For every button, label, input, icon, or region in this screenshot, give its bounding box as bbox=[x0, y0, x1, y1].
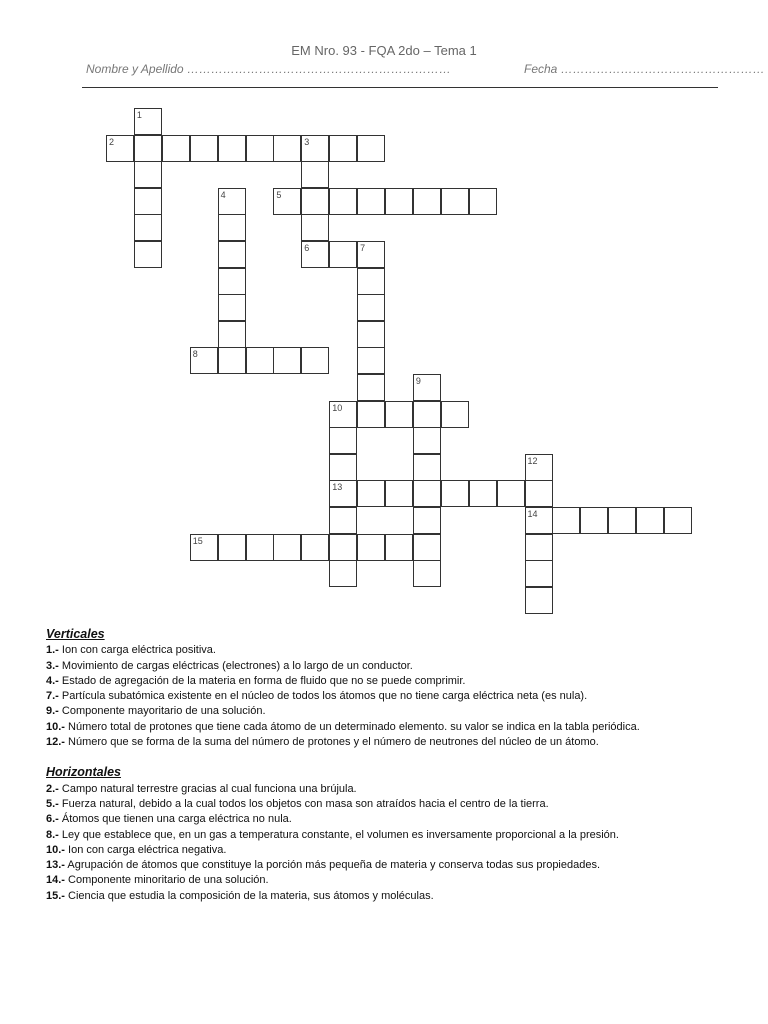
crossword-cell[interactable] bbox=[273, 135, 301, 162]
clue-item bbox=[46, 704, 746, 719]
clue-item-number: 12.- bbox=[46, 736, 65, 749]
crossword-cell[interactable] bbox=[246, 534, 274, 561]
crossword-cell[interactable] bbox=[385, 188, 413, 215]
clue-number: 7 bbox=[360, 243, 366, 253]
crossword-cell[interactable] bbox=[329, 135, 357, 162]
clues-section bbox=[46, 627, 746, 904]
crossword-cell[interactable] bbox=[357, 135, 385, 162]
clue-number: 2 bbox=[109, 136, 115, 147]
crossword-cell[interactable] bbox=[580, 507, 608, 534]
crossword-cell[interactable] bbox=[357, 241, 385, 268]
crossword-cell[interactable] bbox=[413, 480, 441, 507]
clue-item-number: 9.- bbox=[46, 705, 59, 718]
crossword-cell[interactable] bbox=[441, 401, 469, 428]
crossword-cell[interactable] bbox=[357, 480, 385, 507]
clue-item-text: Componente mayoritario de una solución. bbox=[58, 705, 266, 718]
crossword-cell[interactable] bbox=[190, 534, 218, 561]
clue-item-text: Agrupación de átomos que constituye la porción más pequeña de materia y conserva todas sus propiedades. bbox=[64, 859, 601, 872]
crossword-cell[interactable] bbox=[134, 161, 162, 188]
clue-item bbox=[46, 843, 746, 858]
crossword-cell[interactable] bbox=[190, 347, 218, 374]
clue-item bbox=[46, 889, 746, 904]
crossword-cell[interactable] bbox=[636, 507, 664, 534]
crossword-cell[interactable] bbox=[134, 214, 162, 241]
crossword-cell[interactable] bbox=[218, 214, 246, 241]
crossword-cell[interactable] bbox=[134, 108, 162, 135]
crossword-cell[interactable] bbox=[357, 347, 385, 374]
clue-number: 6 bbox=[304, 243, 310, 253]
crossword-cell[interactable] bbox=[525, 534, 553, 561]
crossword-cell[interactable] bbox=[525, 454, 553, 481]
clue-item bbox=[46, 812, 746, 827]
clue-item-number: 1.- bbox=[46, 644, 59, 657]
clue-item-text: Campo natural terrestre gracias al cual funciona una brújula. bbox=[58, 782, 357, 795]
crossword-cell[interactable] bbox=[162, 135, 190, 162]
crossword-cell[interactable] bbox=[413, 507, 441, 534]
crossword-cell[interactable] bbox=[441, 188, 469, 215]
crossword-cell[interactable] bbox=[329, 480, 357, 507]
crossword-cell[interactable] bbox=[301, 534, 329, 561]
crossword-cell[interactable] bbox=[301, 214, 329, 241]
crossword-cell[interactable] bbox=[190, 135, 218, 162]
clue-item-text: Átomos que tienen una carga eléctrica no nula. bbox=[58, 813, 292, 826]
clue-item bbox=[46, 674, 746, 689]
clue-number: 5 bbox=[276, 189, 282, 200]
crossword-cell[interactable] bbox=[357, 294, 385, 321]
crossword-cell[interactable] bbox=[329, 534, 357, 561]
crossword-cell[interactable] bbox=[525, 587, 553, 614]
clue-item-number: 5.- bbox=[46, 797, 59, 810]
clue-item-number: 3.- bbox=[46, 659, 59, 672]
crossword-cell[interactable] bbox=[329, 188, 357, 215]
crossword-cell[interactable] bbox=[218, 188, 246, 215]
clue-item-number: 8.- bbox=[46, 828, 59, 841]
crossword-cell[interactable] bbox=[218, 321, 246, 348]
crossword-cell[interactable] bbox=[608, 507, 636, 534]
clue-item-text: Ley que establece que, en un gas a temperatura constante, el volumen es inversamente proporcional a la presión. bbox=[58, 828, 619, 841]
clue-item-number: 7.- bbox=[46, 690, 59, 703]
clue-item bbox=[46, 797, 746, 812]
crossword-cell[interactable] bbox=[385, 480, 413, 507]
crossword-cell[interactable] bbox=[441, 480, 469, 507]
crossword-cell[interactable] bbox=[469, 480, 497, 507]
horizontal-clues-list bbox=[46, 782, 746, 904]
crossword-cell[interactable] bbox=[357, 374, 385, 401]
clue-item-number: 10.- bbox=[46, 843, 65, 856]
clue-item-text: Estado de agregación de la materia en forma de fluido que no se puede comprimir. bbox=[58, 674, 466, 687]
clue-item-text: Fuerza natural, debido a la cual todos los objetos con masa son atraídos hacia el centro de la tierra. bbox=[58, 797, 549, 810]
clue-number: 10 bbox=[332, 402, 343, 413]
crossword-cell[interactable] bbox=[301, 241, 329, 268]
crossword-cell[interactable] bbox=[134, 241, 162, 268]
worksheet-title: EM Nro. 93 - FQA 2do – Tema 1 bbox=[291, 43, 477, 58]
clue-item bbox=[46, 643, 746, 658]
crossword-cell[interactable] bbox=[413, 427, 441, 454]
clue-item bbox=[46, 858, 746, 873]
crossword-cell[interactable] bbox=[329, 560, 357, 587]
crossword-cell[interactable] bbox=[413, 188, 441, 215]
crossword-cell[interactable] bbox=[218, 135, 246, 162]
clue-item-number: 2.- bbox=[46, 782, 59, 795]
crossword-cell[interactable] bbox=[357, 188, 385, 215]
clue-number: 15 bbox=[192, 535, 203, 546]
clue-item-text: Ion con carga eléctrica positiva. bbox=[58, 644, 216, 657]
crossword-cell[interactable] bbox=[329, 507, 357, 534]
clue-item bbox=[46, 689, 746, 704]
clue-item bbox=[46, 828, 746, 843]
clue-item bbox=[46, 873, 746, 888]
crossword-cell[interactable] bbox=[413, 560, 441, 587]
crossword-cell[interactable] bbox=[664, 507, 692, 534]
crossword-cell[interactable] bbox=[218, 241, 246, 268]
crossword-cell[interactable] bbox=[357, 321, 385, 348]
crossword-cell[interactable] bbox=[273, 188, 301, 215]
crossword-cell[interactable] bbox=[301, 135, 329, 162]
clue-item-text: Ion con carga eléctrica negativa. bbox=[64, 843, 227, 856]
crossword-cell[interactable] bbox=[134, 188, 162, 215]
clue-item bbox=[46, 720, 746, 735]
crossword-cell[interactable] bbox=[246, 135, 274, 162]
crossword-cell[interactable] bbox=[246, 347, 274, 374]
crossword-cell[interactable] bbox=[525, 507, 553, 534]
crossword-cell[interactable] bbox=[525, 560, 553, 587]
crossword-cell[interactable] bbox=[301, 347, 329, 374]
clue-item-number: 6.- bbox=[46, 813, 59, 826]
crossword-cell[interactable] bbox=[134, 135, 162, 162]
horizontal-clues-heading: Horizontales bbox=[46, 765, 122, 780]
clue-item bbox=[46, 735, 746, 750]
crossword-cell[interactable] bbox=[273, 347, 301, 374]
crossword-cell[interactable] bbox=[273, 534, 301, 561]
crossword-cell[interactable] bbox=[106, 135, 134, 162]
crossword-cell[interactable] bbox=[329, 401, 357, 428]
crossword-cell[interactable] bbox=[357, 534, 385, 561]
name-field[interactable]: Nombre y Apellido ………………………………………………………… bbox=[86, 62, 451, 76]
clue-item bbox=[46, 659, 746, 674]
clue-item-text: Número total de protones que tiene cada átomo de un determinado elemento. su valor se indica en la tabla periódica. bbox=[64, 720, 640, 733]
clue-item bbox=[46, 782, 746, 797]
vertical-clues-heading: Verticales bbox=[46, 627, 105, 641]
clue-item-text: Partícula subatómica existente en el núcleo de todos los átomos que no tiene carga eléctrica neta (es nula). bbox=[58, 690, 588, 703]
crossword-cell[interactable] bbox=[385, 401, 413, 428]
clue-number: 14 bbox=[527, 509, 538, 519]
crossword-cell[interactable] bbox=[301, 188, 329, 215]
clue-number: 13 bbox=[332, 482, 343, 493]
clue-item-text: Movimiento de cargas eléctricas (electrones) a lo largo de un conductor. bbox=[58, 659, 413, 672]
crossword-cell[interactable] bbox=[329, 454, 357, 481]
clue-number: 9 bbox=[415, 376, 421, 386]
crossword-cell[interactable] bbox=[497, 480, 525, 507]
crossword-cell[interactable] bbox=[329, 241, 357, 268]
crossword-cell[interactable] bbox=[218, 294, 246, 321]
vertical-clues-list bbox=[46, 643, 746, 750]
crossword-cell[interactable] bbox=[218, 347, 246, 374]
crossword-cell[interactable] bbox=[552, 507, 580, 534]
clue-number: 12 bbox=[527, 455, 538, 466]
crossword-cell[interactable] bbox=[357, 268, 385, 295]
crossword-cell[interactable] bbox=[413, 401, 441, 428]
clue-item-number: 14.- bbox=[46, 874, 65, 887]
clue-number: 8 bbox=[192, 349, 198, 360]
crossword-cell[interactable] bbox=[413, 534, 441, 561]
crossword-cell[interactable] bbox=[385, 534, 413, 561]
clue-item-text: Ciencia que estudia la composición de la materia, sus átomos y moléculas. bbox=[64, 889, 434, 902]
crossword-cell[interactable] bbox=[413, 374, 441, 401]
clue-item-number: 13.- bbox=[46, 859, 65, 872]
crossword-cell[interactable] bbox=[525, 480, 553, 507]
crossword-cell[interactable] bbox=[218, 534, 246, 561]
clue-number: 1 bbox=[136, 110, 142, 120]
clue-number: 4 bbox=[220, 189, 226, 200]
crossword-cell[interactable] bbox=[301, 161, 329, 188]
clue-item-number: 4.- bbox=[46, 674, 59, 687]
clue-number: 3 bbox=[304, 136, 310, 147]
clue-item-text: Número que se forma de la suma del número de protones y el número de neutrones del núcleo de un átomo. bbox=[64, 736, 599, 749]
clue-item-number: 15.- bbox=[46, 889, 65, 902]
clue-item-text: Componente minoritario de una solución. bbox=[64, 874, 269, 887]
clue-item-number: 10.- bbox=[46, 720, 65, 733]
crossword-cell[interactable] bbox=[218, 268, 246, 295]
crossword-cell[interactable] bbox=[469, 188, 497, 215]
crossword-cell[interactable] bbox=[357, 401, 385, 428]
date-field[interactable]: Fecha …………………………………………… bbox=[524, 62, 765, 76]
crossword-cell[interactable] bbox=[329, 427, 357, 454]
crossword-cell[interactable] bbox=[413, 454, 441, 481]
